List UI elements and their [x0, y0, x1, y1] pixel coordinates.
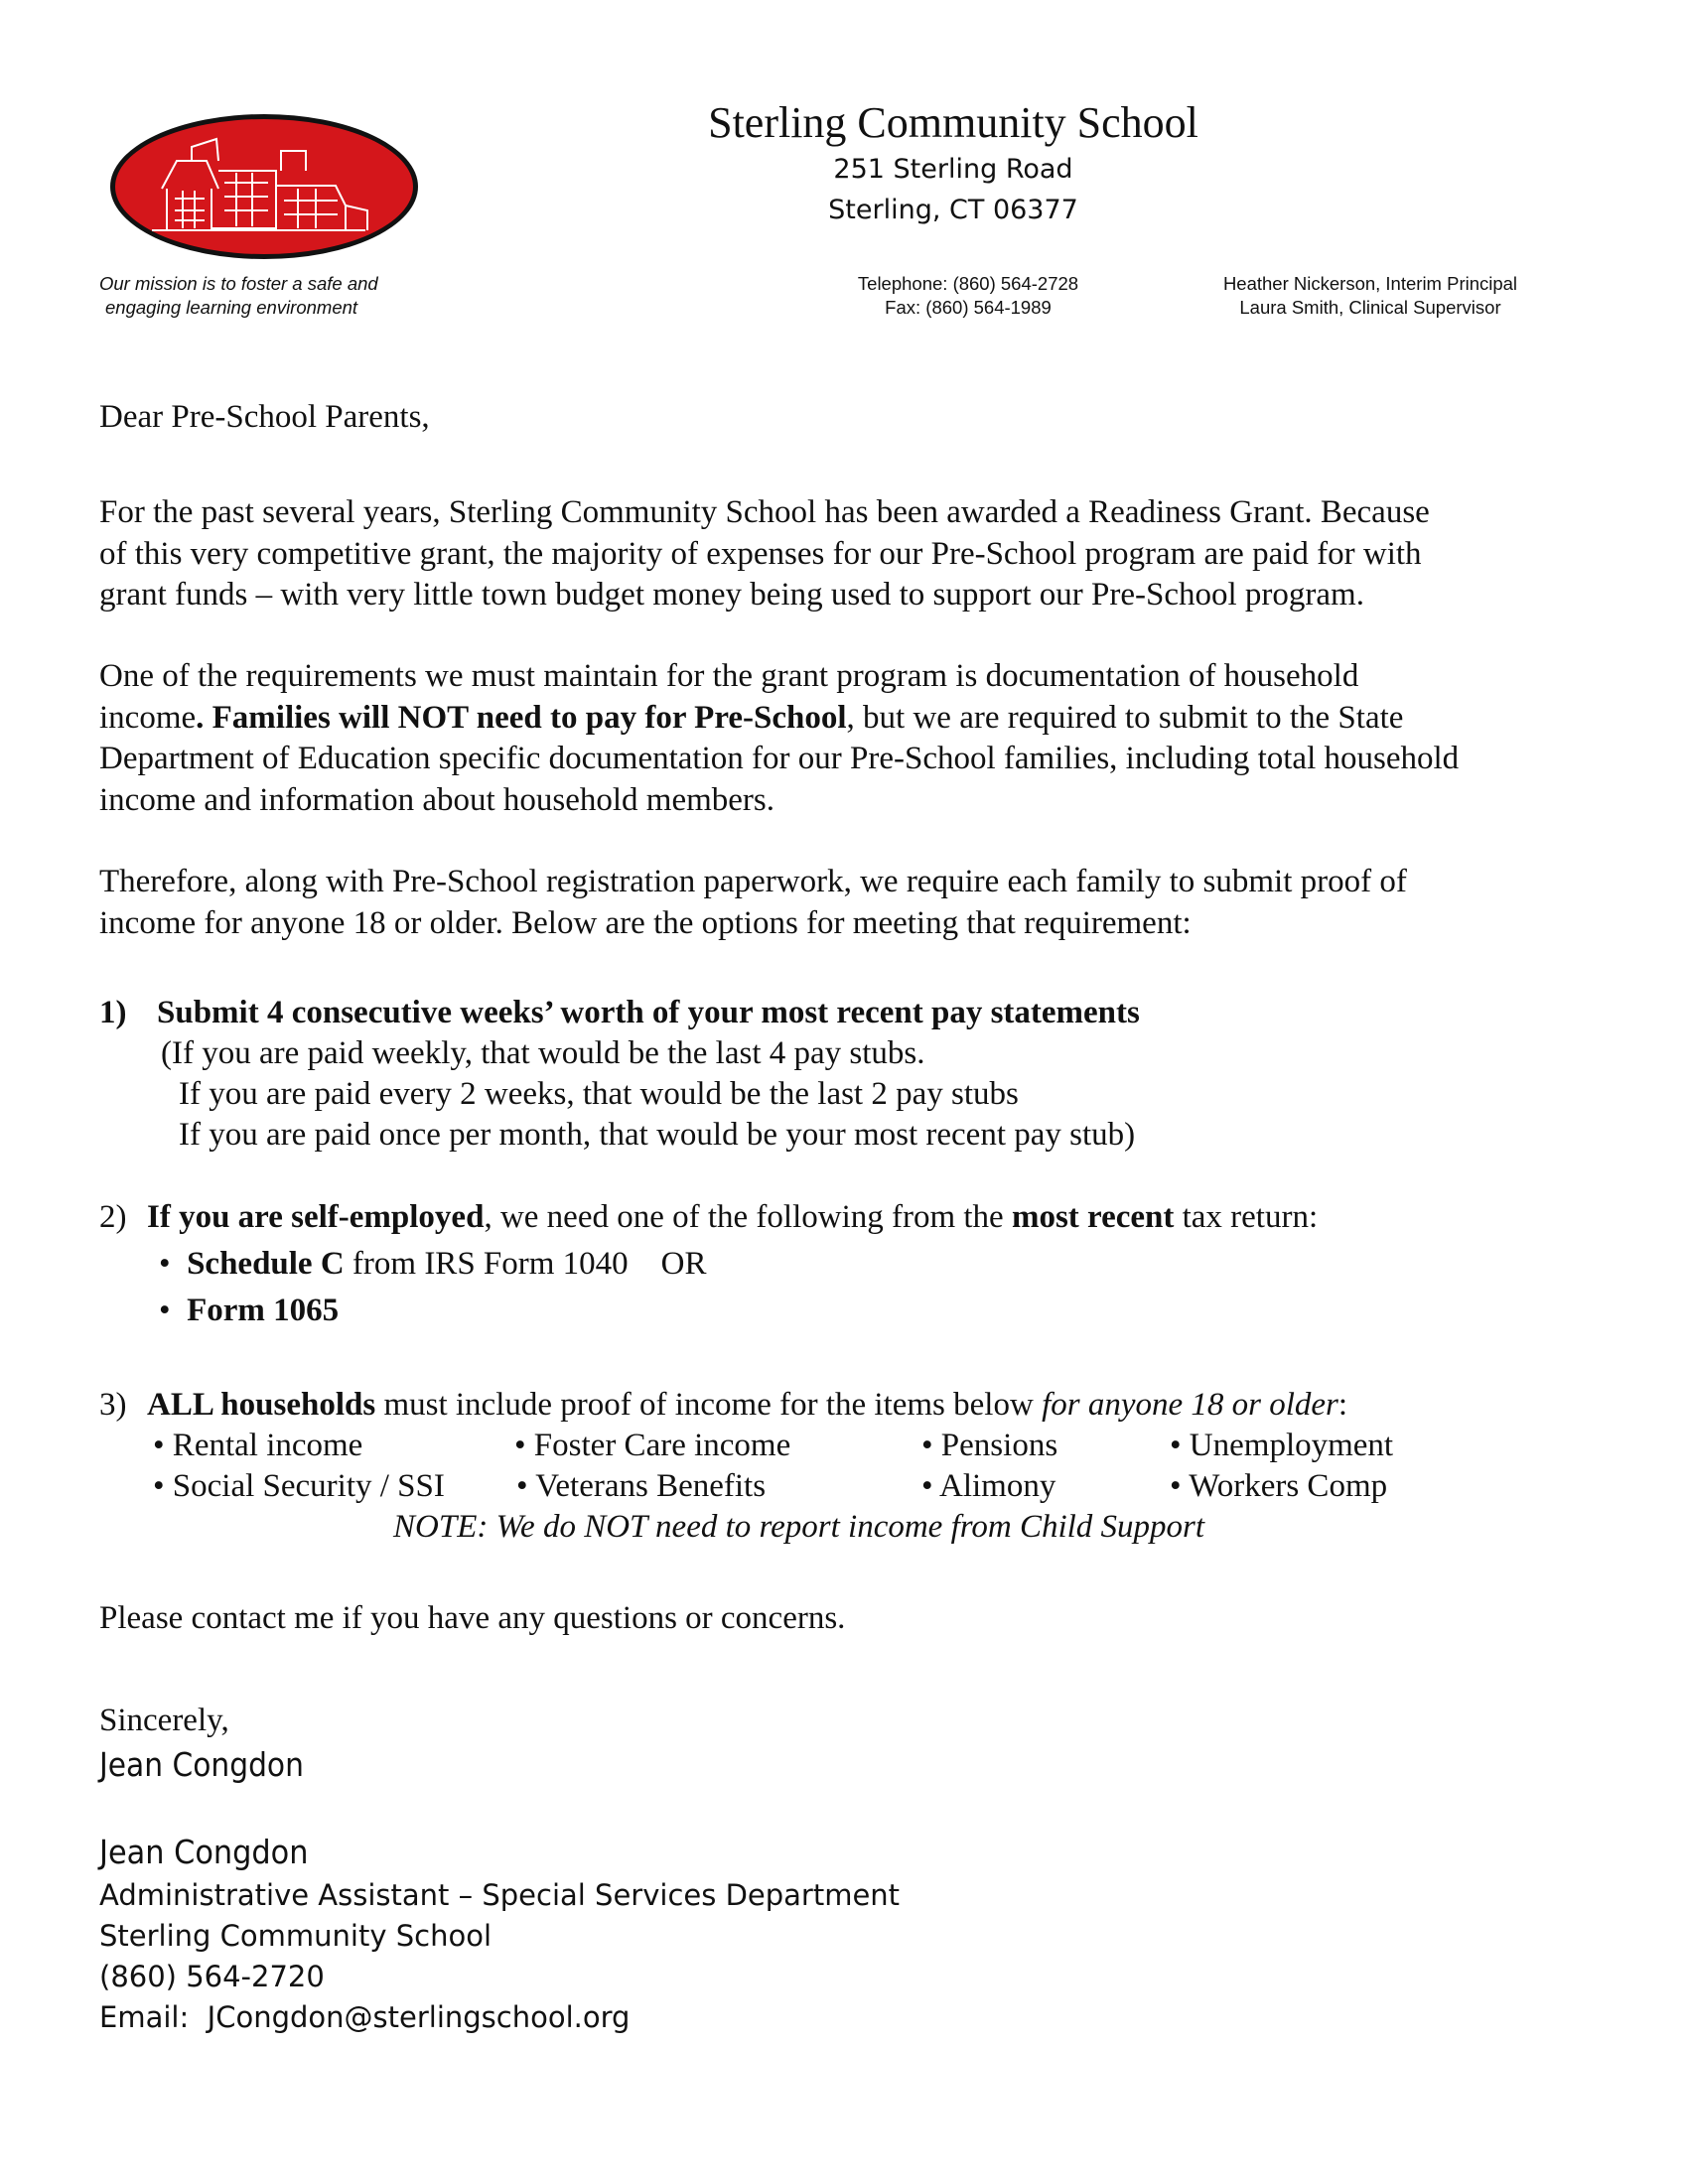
income-item: • Veterans Benefits — [516, 1468, 767, 1504]
child-support-note: NOTE: We do NOT need to report income from Child Support — [393, 1509, 1205, 1545]
address-line-1: 251 Sterling Road — [833, 154, 1073, 185]
option-3-text — [147, 1385, 1347, 1427]
sign-off: Sincerely, — [99, 1703, 229, 1738]
staff-info — [1192, 272, 1549, 320]
signer-title: Administrative Assistant – Special Services Department — [99, 1878, 901, 1912]
option-1-detail-2: If you are paid every 2 weeks, that would be the last 2 pay stubs — [179, 1076, 1019, 1112]
paragraph-requirements — [99, 656, 1459, 821]
option-2-number: 2) — [99, 1199, 127, 1235]
text-run: income — [99, 699, 197, 736]
fax: Fax: (860) 564-1989 — [885, 297, 1052, 318]
option-2-bullet-1 — [159, 1244, 707, 1286]
paragraph-line: income for anyone 18 or older. Below are the options for meeting that requirement: — [99, 904, 1192, 941]
telephone: Telephone: (860) 564-2728 — [857, 273, 1079, 294]
paragraph-line: grant funds – with very little town budget money being used to support our Pre-School program. — [99, 577, 1364, 613]
income-item: • Alimony — [921, 1468, 1056, 1504]
paragraph-line: One of the requirements we must maintain for the grant program is documentation of household — [99, 658, 1359, 694]
paragraph-line — [99, 698, 1459, 740]
mission-line-2: engaging learning environment — [105, 297, 358, 318]
mission-line-1: Our mission is to foster a safe and — [99, 273, 378, 294]
signer-phone: (860) 564-2720 — [99, 1960, 325, 1993]
text-run: must include proof of income for the items below — [375, 1387, 1043, 1423]
form-1065: Form 1065 — [187, 1293, 340, 1328]
bullet-icon: • — [159, 1293, 171, 1328]
paragraph-grant — [99, 492, 1430, 616]
signer-school: Sterling Community School — [99, 1919, 492, 1953]
option-3-number: 3) — [99, 1387, 127, 1423]
income-item: • Rental income — [153, 1428, 363, 1463]
age-emphasis: for anyone 18 or older — [1042, 1387, 1338, 1423]
text-run: , but we are required to submit to the State — [846, 699, 1404, 736]
contact-info — [834, 272, 1102, 320]
income-item: • Unemployment — [1170, 1428, 1394, 1463]
mission-statement — [99, 272, 378, 320]
school-name: Sterling Community School — [708, 98, 1198, 147]
paragraph-line: of this very competitive grant, the majority of expenses for our Pre-School program are paid for with — [99, 535, 1422, 572]
text-run: tax return: — [1174, 1199, 1319, 1235]
text-run: , we need one of the following from the — [484, 1199, 1012, 1235]
option-2-bullet-2 — [159, 1291, 339, 1332]
text-run: from IRS Form 1040 OR — [344, 1246, 707, 1282]
paragraph-options-intro — [99, 862, 1407, 944]
signature: Jean Congdon — [99, 1745, 304, 1784]
income-item: • Workers Comp — [1170, 1468, 1388, 1504]
income-item: • Pensions — [921, 1428, 1058, 1463]
option-1-heading: Submit 4 consecutive weeks’ worth of your most recent pay statements — [157, 995, 1140, 1030]
principal: Heather Nickerson, Interim Principal — [1222, 273, 1518, 294]
income-item: • Foster Care income — [514, 1428, 791, 1463]
option-1-number: 1) — [99, 995, 127, 1030]
option-1-detail-3: If you are paid once per month, that would be your most recent pay stub) — [179, 1117, 1136, 1153]
all-households-emphasis: ALL households — [147, 1387, 376, 1423]
income-item: • Social Security / SSI — [153, 1468, 445, 1504]
signer-email: Email: JCongdon@sterlingschool.org — [99, 2000, 631, 2034]
no-cost-emphasis: . Families will NOT need to pay for Pre-School — [196, 699, 847, 736]
bullet-icon: • — [159, 1246, 171, 1282]
logo-oval — [115, 119, 413, 254]
closing-line: Please contact me if you have any questions or concerns. — [99, 1600, 846, 1636]
signer-name: Jean Congdon — [99, 1833, 309, 1871]
school-logo — [107, 111, 421, 262]
option-2-text — [147, 1197, 1318, 1239]
paragraph-line: Department of Education specific documentation for our Pre-School families, including total household — [99, 741, 1460, 776]
schedule-c: Schedule C — [187, 1246, 345, 1282]
paragraph-line: For the past several years, Sterling Community School has been awarded a Readiness Grant. Because — [99, 494, 1430, 530]
school-address — [675, 149, 1231, 230]
paragraph-line: Therefore, along with Pre-School registration paperwork, we require each family to submit proof of — [99, 864, 1407, 899]
self-employed-emphasis: If you are self-employed — [147, 1199, 485, 1235]
paragraph-line: income and information about household members. — [99, 781, 775, 818]
option-1-detail-1: (If you are paid weekly, that would be the last 4 pay stubs. — [161, 1035, 925, 1071]
text-run: : — [1337, 1387, 1348, 1423]
clinical-supervisor: Laura Smith, Clinical Supervisor — [1239, 297, 1501, 318]
most-recent-emphasis: most recent — [1011, 1199, 1175, 1235]
address-line-2: Sterling, CT 06377 — [828, 195, 1078, 225]
salutation: Dear Pre-School Parents, — [99, 399, 430, 435]
